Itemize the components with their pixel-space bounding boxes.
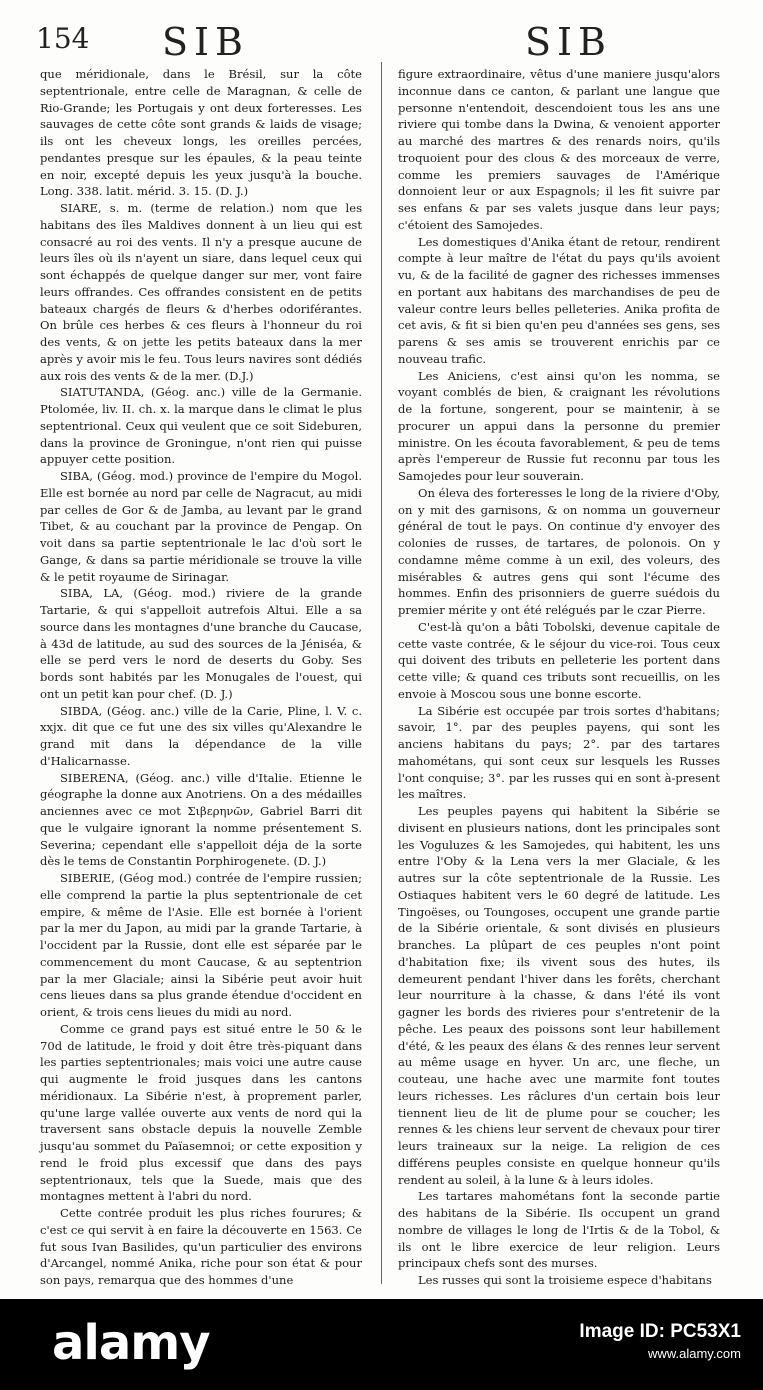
paragraph: que méridionale, dans le Brésil, sur la côte septentrionale, entre celle de Maragnan, & celle de Rio-Grande; les Portugais y ont deux forteresses. Les sauvages de cette côte sont grands & laids de visage; ils ont les cheveux longs, les oreilles percées, pendantes presque sur les épaules, & la peau teinte en noir, excepté depuis les yeux jusqu'à la bouche. Long. 338. latit. mérid. 3. 15. (D. J.)	[40, 67, 362, 199]
paragraph: Les tartares mahométans font la seconde partie des habitans de la Sibérie. Ils occupent un grand nombre de villages le long de l'Irtis & de la Tobol, & ils ont le libre exercice de leur religion. Leurs principaux chefs sont des murses.	[398, 1189, 720, 1271]
watermark-info	[579, 1321, 741, 1365]
left-column	[40, 66, 362, 1289]
paragraph: Les peuples payens qui habitent la Sibérie se divisent en plusieurs nations, dont les principales sont les Voguluzes & les Samojedes, qui habitent, les uns entre l'Oby & la Lena vers la mer Glaciale, & les autres sur la côte septentrionale de la Russie. Les Ostiaques habitent vers le 60 degré de latitude. Les Tingoëses, ou Toungoses, occupent une grande partie de la Sibérie orientale, & sont divisés en plusieurs branches. La plûpart de ces peuples n'ont point d'habitation fixe; ils vivent sous des hutes, ils demeurent pendant l'hiver dans les forêts, cherchant leur nourriture à la chasse, & dans l'été ils vont gagner les bords des rivieres pour s'entretenir de la pêche. Les peaux des poissons sont leur habillement d'été, & les peaux des élans & des rennes leur servent au même usage en hyver. Un arc, une fleche, un couteau, une hache avec une marmite font toutes leurs richesses. Les râclures d'un certain bois leur tiennent lieu de lit de plume pour se coucher; les rennes & les chiens leur servent de chevaux pour tirer leurs traineaux sur la neige. La religion de ces différens peuples consiste en quelque honneur qu'ils rendent au soleil, à la lune & à leurs idoles.	[398, 804, 720, 1187]
column-divider	[381, 62, 382, 1284]
paragraph: On éleva des forteresses le long de la riviere d'Oby, on y mit des garnisons, & on nomma un gouverneur général de tout le pays. On continue d'y envoyer des colonies de russes, de tartares, de polonois. On y condamne même comme à un exil, des voleurs, des misérables & autres gens qui sont l'écume des hommes. Enfin des prisonniers de guerre suédois du premier mérite y ont été relégués par le czar Pierre.	[398, 485, 720, 617]
page-number: 154	[36, 22, 90, 55]
entry-siare: SIARE, s. m. (terme de relation.) nom que les habitans des îles Maldives donnent à un lieu qui est consacré au roi des vents. Il n'y a presque aucune de leurs îles où ils n'ayent un siare, dans lequel ceux qui sont échappés de quelque danger sur mer, vont faire leurs offrandes. Ces offrandes consistent en de petits bateaux chargés de fleurs & d'herbes odoriférantes. On brûle ces herbes & ces fleurs à l'honneur du roi des vents, & on jette les petits bateaux dans la mer après y avoir mis le feu. Tous leurs navires sont dédiés aux rois des vents & de la mer. (D.J.)	[40, 201, 362, 383]
running-head-right: SIB	[525, 20, 612, 64]
paragraph: C'est-là qu'on a bâti Tobolski, devenue capitale de cette vaste contrée, & le séjour du vice-roi. Tous ceux qui doivent des tributs en pelleterie les portent dans cette ville; & quand ces tributs sont recueillis, on les envoie à Moscou sous une bonne escorte.	[398, 619, 720, 701]
entry-siberena: SIBERENA, (Géog. anc.) ville d'Italie. Etienne le géographe la donne aux Anotriens. On a des médailles anciennes avec ce mot Σιβερηνῶν, Gabriel Barri dit que le vulgaire ignorant la nomme présentement S. Severina; cependant elle s'appelloit déja de la sorte dès le tems de Constantin Porphirogenete. (D. J.)	[40, 770, 362, 869]
entry-siba-la: SIBA, LA, (Géog. mod.) riviere de la grande Tartarie, & qui s'appelloit autrefois Altui. Elle a sa source dans les montagnes d'une branche du Caucase, à 43d de latitude, au sud des sources de la Jéniséa, & elle se perd vers le nord de deserts du Goby. Ses bords sont habités par les Monugales de l'ouest, qui ont un petit kan pour chef. (D. J.)	[40, 586, 362, 701]
entry-siberie: SIBERIE, (Géog mod.) contrée de l'empire russien; elle comprend la partie la plus septentrionale de cet empire, & même de l'Asie. Elle est bornée à l'orient par la mer du Japon, au midi par la grande Tartarie, à l'occident par la Russie, dont elle est séparée par le commencement du mont Caucase, & au septentrion par la mer Glaciale; ainsi la Sibérie peut avoir huit cens lieues dans sa plus grande étendue d'occident en orient, & trois cens lieues du midi au nord.	[40, 871, 362, 1019]
paragraph: Cette contrée produit les plus riches fourures; & c'est ce qui servit à en faire la découverte en 1563. Ce fut sous Ivan Basilides, qu'un particulier des environs d'Arcangel, nommé Anika, riche pour son état & pour son pays, remarqua que des hommes d'une	[40, 1206, 362, 1287]
entry-siba: SIBA, (Géog. mod.) province de l'empire du Mogol. Elle est bornée au nord par celle de Nagracut, au midi par celles de Gor & de Jamba, au levant par le grand Tibet, & au couchant par la province de Pengap. On voit dans sa partie septentrionale le lac d'où sort le Gange, & dans sa partie méridionale se trouve la ville & le petit royaume de Sirinagar.	[40, 469, 362, 584]
entry-siatutanda: SIATUTANDA, (Géog. anc.) ville de la Germanie. Ptolomée, liv. II. ch. x. la marque dans le climat le plus septentrional. Ceux qui veulent que ce soit Sideburen, dans la province de Groningue, n'ont rien qui puisse appuyer cette position.	[40, 385, 362, 467]
paragraph: figure extraordinaire, vêtus d'une maniere jusqu'alors inconnue dans ce canton, & parlant une langue que personne n'entendoit, descendoient tous les ans une riviere qui tombe dans la Dwina, & venoient apporter au marché des martres & des renards noirs, qu'ils troquoient pour des clous & des morceaux de verre, comme les premiers sauvages de l'Amérique donnoient leur or aux Espagnols; il les fit suivre par ses enfans & par ses valets jusque dans leur pays; c'étoient des Samojedes.	[398, 67, 720, 232]
paragraph: Les domestiques d'Anika étant de retour, rendirent compte à leur maître de l'état du pays qu'ils avoient vu, & de la facilité de gagner des richesses immenses en portant aux habitans des marchandises de peu de valeur contre leurs belles pelleteries. Anika profita de cet avis, & fit si bien qu'en peu d'années ses gens, ses parens & ses amis se trouverent enrichis par ce nouveau trafic.	[398, 234, 720, 366]
right-column	[398, 66, 720, 1289]
running-head-left: SIB	[162, 20, 249, 64]
paragraph: Les Aniciens, c'est ainsi qu'on les nomma, se voyant comblés de bien, & craignant les révolutions de la fortune, songerent, pour se maintenir, à se procurer un appui dans la personne du premier ministre. On les écouta favorablement, & peu de tems après l'empereur de Russie fut reconnu par tous les Samojedes pour leur souverain.	[398, 368, 720, 483]
paragraph: La Sibérie est occupée par trois sortes d'habitans; savoir, 1°. par des peuples payens, qui sont les anciens habitans du pays; 2°. par des tartares mahométans, qui sont ceux sur lesquels les Russes l'ont conquise; 3°. par les russes qui en sont à-present les maîtres.	[398, 703, 720, 802]
watermark-url: www.alamy.com	[648, 1346, 741, 1361]
entry-sibda: SIBDA, (Géog. anc.) ville de la Carie, Pline, l. V. c. xxjx. dit que ce fut une des six villes qu'Alexandre le grand mit dans la dépendance de la ville d'Halicarnasse.	[40, 703, 362, 768]
image-id: Image ID: PC53X1	[579, 1321, 741, 1342]
watermark-logo: alamy	[52, 1315, 210, 1371]
paragraph: Comme ce grand pays est situé entre le 50 & le 70d de latitude, le froid y doit être très-piquant dans les parties septentrionales; mais voici une autre cause qui augmente le froid jusques dans les cantons méridionaux. La Sibérie n'est, à proprement parler, qu'une large vallée ouverte aux vents de nord qui la traversent sans obstacle depuis la nouvelle Zemble jusqu'au sommet du Païasemnoi; or cette exposition y rend le froid plus excessif que dans des pays septentrionaux, tels que la Suede, mais que des montagnes mettent à l'abri du nord.	[40, 1021, 362, 1204]
paragraph: Les russes qui sont la troisieme espece d'habitans	[418, 1273, 712, 1287]
watermark-bar	[0, 1299, 763, 1390]
